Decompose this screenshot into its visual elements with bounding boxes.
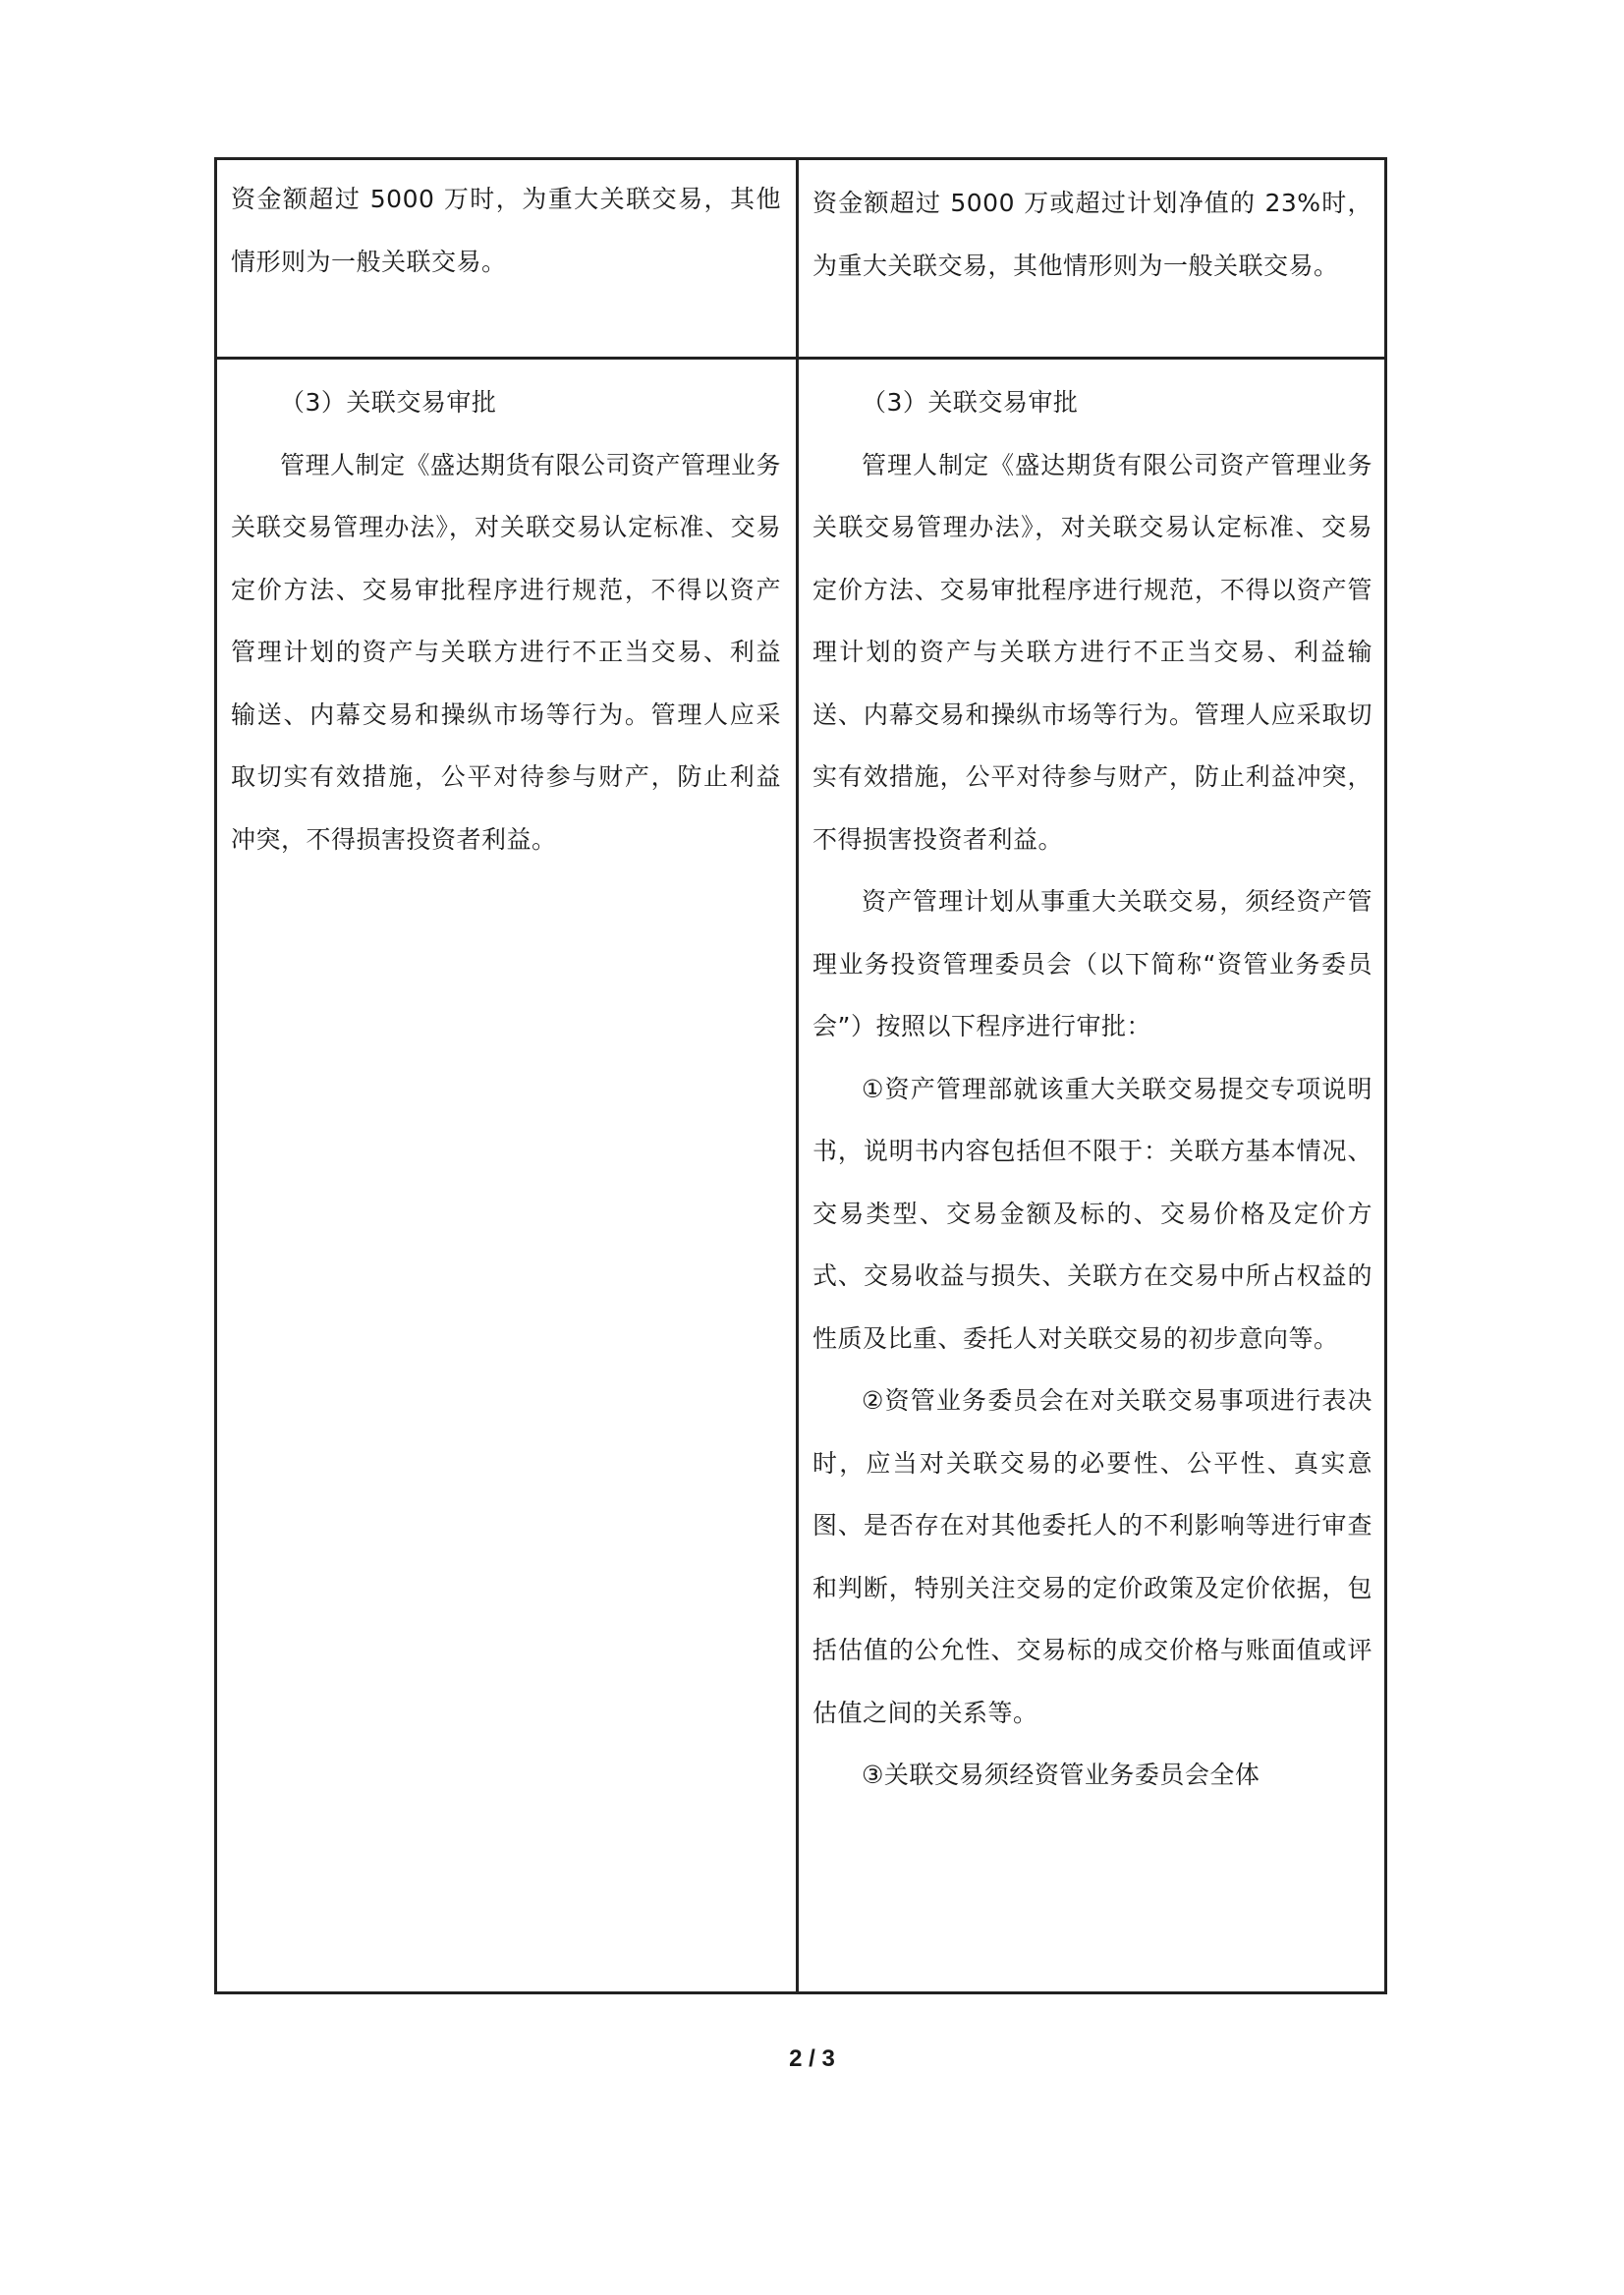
cell-text: 资金额超过 5000 万时，为重大关联交易，其他情形则为一般关联交易。	[231, 185, 781, 276]
table-cell-row2-right	[812, 371, 1372, 1807]
paragraph: 管理人制定《盛达期货有限公司资产管理业务关联交易管理办法》，对关联交易认定标准、交易定价方法、交易审批程序进行规范，不得以资产管理计划的资产与关联方进行不正当交易、利益输送、内幕交易和操纵市场等行为。管理人应采取切实有效措施，公平对待参与财产，防止利益冲突，不得损害投资者利益。	[231, 450, 782, 854]
table-cell-row1-right	[812, 172, 1372, 298]
section-heading: （3）关联交易审批	[862, 388, 1079, 417]
comparison-table	[214, 157, 1387, 1994]
row-divider	[217, 357, 1384, 360]
paragraph: ②资管业务委员会在对关联交易事项进行表决时，应当对关联交易的必要性、公平性、真实意图、是否存在对其他委托人的不利影响等进行审查和判断，特别关注交易的定价政策及定价依据，包括估值的公允性、交易标的成交价格与账面值或评估值之间的关系等。	[812, 1386, 1372, 1727]
cell-text: 资金额超过 5000 万或超过计划净值的 23%时，为重大关联交易，其他情形则为一般关联交易。	[812, 189, 1372, 280]
table-cell-row1-left	[231, 168, 781, 293]
paragraph: ③关联交易须经资管业务委员会全体	[862, 1761, 1260, 1789]
paragraph: ①资产管理部就该重大关联交易提交专项说明书，说明书内容包括但不限于：关联方基本情况、交易类型、交易金额及标的、交易价格及定价方式、交易收益与损失、关联方在交易中所占权益的性质及比重、委托人对关联交易的初步意向等。	[812, 1074, 1372, 1353]
paragraph: 管理人制定《盛达期货有限公司资产管理业务关联交易管理办法》，对关联交易认定标准、交易定价方法、交易审批程序进行规范，不得以资产管理计划的资产与关联方进行不正当交易、利益输送、内幕交易和操纵市场等行为。管理人应采取切实有效措施，公平对待参与财产，防止利益冲突，不得损害投资者利益。	[812, 450, 1372, 854]
paragraph: 资产管理计划从事重大关联交易，须经资产管理业务投资管理委员会（以下简称“资管业务委员会”）按照以下程序进行审批：	[812, 887, 1372, 1040]
table-cell-row2-left	[231, 371, 781, 870]
section-heading: （3）关联交易审批	[280, 388, 497, 417]
page-number: 2 / 3	[789, 2045, 835, 2072]
column-divider	[796, 160, 799, 1991]
